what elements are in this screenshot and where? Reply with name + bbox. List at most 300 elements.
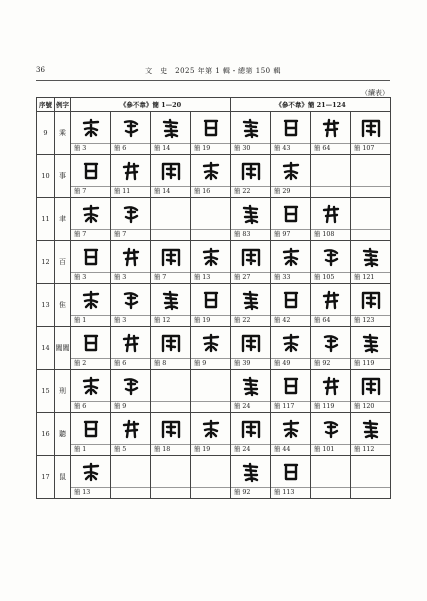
glyph-image-area	[231, 456, 270, 487]
example-character: 事	[55, 155, 71, 198]
glyph-cell	[111, 284, 151, 327]
seal-script-glyph-icon	[120, 117, 142, 139]
glyph-cell	[271, 155, 311, 198]
glyph-image-area	[111, 284, 150, 315]
glyph-cell	[151, 155, 191, 198]
seal-script-glyph-icon	[320, 332, 342, 354]
glyph-image-area	[271, 112, 310, 143]
slip-label: 簡 1	[71, 315, 110, 326]
seal-script-glyph-icon	[120, 289, 142, 311]
glyph-image-area	[231, 155, 270, 186]
glyph-cell	[111, 198, 151, 241]
seal-script-glyph-icon	[120, 332, 142, 354]
glyph-image-area	[71, 198, 110, 229]
slip-label: 簡 13	[71, 487, 110, 498]
seal-script-glyph-icon	[240, 160, 262, 182]
table-row	[37, 327, 391, 370]
glyph-cell	[351, 327, 391, 370]
glyph-cell	[111, 241, 151, 284]
seal-script-glyph-icon	[240, 203, 262, 225]
slip-label	[191, 401, 230, 412]
example-character: 鼠	[55, 456, 71, 499]
seal-script-glyph-icon	[280, 418, 302, 440]
glyph-cell	[191, 413, 231, 456]
seal-script-glyph-icon	[120, 375, 142, 397]
glyph-image-area	[151, 413, 190, 444]
table-row	[37, 370, 391, 413]
seal-script-glyph-icon	[240, 246, 262, 268]
example-character: 聿	[55, 198, 71, 241]
row-index: 11	[37, 198, 55, 241]
slip-label: 簡 9	[111, 401, 150, 412]
slip-label: 簡 123	[351, 315, 390, 326]
slip-label: 簡 83	[231, 229, 270, 240]
glyph-image-area	[311, 327, 350, 358]
glyph-image-area	[151, 112, 190, 143]
glyph-image-area	[351, 241, 390, 272]
glyph-cell	[151, 413, 191, 456]
glyph-cell	[351, 413, 391, 456]
glyph-image-area	[151, 155, 190, 186]
slip-label: 簡 6	[111, 143, 150, 154]
glyph-image-area	[271, 155, 310, 186]
seal-script-glyph-icon	[80, 160, 102, 182]
seal-script-glyph-icon	[240, 332, 262, 354]
glyph-cell	[231, 327, 271, 370]
glyph-image-area	[111, 155, 150, 186]
slip-label: 簡 19	[191, 315, 230, 326]
glyph-image-area	[191, 413, 230, 444]
slip-label: 簡 112	[351, 444, 390, 455]
glyph-cell	[111, 370, 151, 413]
glyph-image-area	[111, 112, 150, 143]
glyph-cell	[111, 155, 151, 198]
glyph-cell	[151, 456, 191, 499]
glyph-image-area	[71, 155, 110, 186]
glyph-cell	[311, 198, 351, 241]
glyph-cell	[71, 456, 111, 499]
glyph-image-area	[311, 370, 350, 401]
header-char: 例字	[55, 98, 71, 112]
slip-label: 簡 119	[311, 401, 350, 412]
glyph-cell	[311, 241, 351, 284]
glyph-cell	[111, 112, 151, 155]
seal-script-glyph-icon	[280, 246, 302, 268]
slip-label: 簡 92	[311, 358, 350, 369]
glyph-image-area	[271, 456, 310, 487]
glyph-cell	[151, 198, 191, 241]
glyph-cell	[271, 112, 311, 155]
glyph-image-area	[191, 370, 230, 401]
slip-label: 簡 39	[231, 358, 270, 369]
slip-label: 簡 27	[231, 272, 270, 283]
seal-script-glyph-icon	[160, 160, 182, 182]
glyph-image-area	[231, 284, 270, 315]
seal-script-glyph-icon	[240, 289, 262, 311]
slip-label: 簡 11	[111, 186, 150, 197]
slip-label: 簡 101	[311, 444, 350, 455]
glyph-cell	[231, 155, 271, 198]
slip-label: 簡 6	[71, 401, 110, 412]
slip-label	[151, 229, 190, 240]
table-row	[37, 284, 391, 327]
glyph-cell	[71, 284, 111, 327]
slip-label: 簡 19	[191, 444, 230, 455]
glyph-cell	[271, 241, 311, 284]
slip-label: 簡 12	[151, 315, 190, 326]
slip-label: 簡 121	[351, 272, 390, 283]
glyph-cell	[351, 284, 391, 327]
glyph-image-area	[311, 198, 350, 229]
slip-label	[311, 487, 350, 498]
slip-label	[311, 186, 350, 197]
glyph-image-area	[191, 284, 230, 315]
glyph-cell	[311, 284, 351, 327]
glyph-image-area	[111, 370, 150, 401]
glyph-image-area	[311, 155, 350, 186]
glyph-cell	[111, 456, 151, 499]
seal-script-glyph-icon	[360, 289, 382, 311]
glyph-image-area	[71, 327, 110, 358]
glyph-cell	[311, 413, 351, 456]
glyph-cell	[311, 456, 351, 499]
glyph-image-area	[271, 327, 310, 358]
row-index: 9	[37, 112, 55, 155]
glyph-cell	[271, 284, 311, 327]
glyph-cell	[271, 327, 311, 370]
row-index: 12	[37, 241, 55, 284]
glyph-image-area	[271, 284, 310, 315]
slip-label	[111, 487, 150, 498]
seal-script-glyph-icon	[80, 246, 102, 268]
seal-script-glyph-icon	[280, 332, 302, 354]
row-index: 13	[37, 284, 55, 327]
seal-script-glyph-icon	[160, 289, 182, 311]
slip-label: 簡 19	[191, 143, 230, 154]
glyph-image-area	[111, 198, 150, 229]
slip-label: 簡 108	[311, 229, 350, 240]
glyph-cell	[191, 112, 231, 155]
glyph-image-area	[191, 327, 230, 358]
table-row	[37, 456, 391, 499]
glyph-cell	[311, 327, 351, 370]
slip-label	[351, 487, 390, 498]
slip-label: 簡 92	[231, 487, 270, 498]
slip-label: 簡 3	[111, 315, 150, 326]
seal-script-glyph-icon	[200, 160, 222, 182]
slip-label	[191, 229, 230, 240]
seal-script-glyph-icon	[320, 375, 342, 397]
glyph-image-area	[271, 198, 310, 229]
table-row	[37, 155, 391, 198]
seal-script-glyph-icon	[80, 461, 102, 483]
example-character: 百	[55, 241, 71, 284]
slip-label: 簡 113	[271, 487, 310, 498]
slip-label: 簡 119	[351, 358, 390, 369]
slip-label: 簡 24	[231, 444, 270, 455]
example-character: 乘	[55, 112, 71, 155]
glyph-image-area	[351, 155, 390, 186]
seal-script-glyph-icon	[200, 117, 222, 139]
slip-label: 簡 3	[71, 143, 110, 154]
row-index: 17	[37, 456, 55, 499]
seal-script-glyph-icon	[360, 375, 382, 397]
slip-label: 簡 29	[271, 186, 310, 197]
glyph-cell	[351, 370, 391, 413]
seal-script-glyph-icon	[80, 289, 102, 311]
glyph-cell	[231, 112, 271, 155]
glyph-image-area	[191, 456, 230, 487]
glyph-image-area	[191, 241, 230, 272]
slip-label: 簡 8	[151, 358, 190, 369]
glyph-image-area	[271, 370, 310, 401]
glyph-image-area	[151, 456, 190, 487]
glyph-image-area	[351, 413, 390, 444]
seal-script-glyph-icon	[160, 117, 182, 139]
glyph-cell	[71, 198, 111, 241]
glyph-image-area	[71, 370, 110, 401]
glyph-cell	[151, 284, 191, 327]
glyph-cell	[151, 241, 191, 284]
seal-script-glyph-icon	[280, 160, 302, 182]
seal-script-glyph-icon	[200, 332, 222, 354]
glyph-cell	[191, 456, 231, 499]
slip-label: 簡 7	[151, 272, 190, 283]
slip-label	[151, 401, 190, 412]
seal-script-glyph-icon	[240, 461, 262, 483]
glyph-cell	[351, 456, 391, 499]
header-rule	[36, 80, 390, 81]
slip-label	[151, 487, 190, 498]
seal-script-glyph-icon	[280, 203, 302, 225]
running-header	[36, 66, 390, 80]
glyph-cell	[191, 241, 231, 284]
slip-label: 簡 3	[71, 272, 110, 283]
glyph-image-area	[71, 413, 110, 444]
glyph-cell	[271, 413, 311, 456]
glyph-image-area	[311, 284, 350, 315]
glyph-image-area	[311, 413, 350, 444]
glyph-image-area	[311, 112, 350, 143]
seal-script-glyph-icon	[280, 375, 302, 397]
slip-label: 簡 2	[71, 358, 110, 369]
seal-script-glyph-icon	[360, 246, 382, 268]
example-character: 刑	[55, 370, 71, 413]
seal-script-glyph-icon	[320, 117, 342, 139]
glyph-image-area	[271, 413, 310, 444]
slip-label: 簡 49	[271, 358, 310, 369]
glyph-cell	[191, 370, 231, 413]
slip-label: 簡 7	[111, 229, 150, 240]
slip-label: 簡 5	[111, 444, 150, 455]
glyph-image-area	[151, 284, 190, 315]
glyph-image-area	[111, 241, 150, 272]
slip-label: 簡 107	[351, 143, 390, 154]
seal-script-glyph-icon	[200, 289, 222, 311]
glyph-comparison-table	[36, 97, 391, 499]
seal-script-glyph-icon	[200, 418, 222, 440]
seal-script-glyph-icon	[360, 117, 382, 139]
slip-label: 簡 64	[311, 143, 350, 154]
glyph-cell	[71, 112, 111, 155]
slip-label: 簡 44	[271, 444, 310, 455]
glyph-image-area	[71, 112, 110, 143]
glyph-cell	[111, 327, 151, 370]
example-character: 隹	[55, 284, 71, 327]
glyph-cell	[231, 370, 271, 413]
glyph-cell	[71, 370, 111, 413]
glyph-cell	[231, 198, 271, 241]
glyph-image-area	[231, 198, 270, 229]
glyph-cell	[151, 370, 191, 413]
table-row	[37, 112, 391, 155]
slip-label: 簡 3	[111, 272, 150, 283]
glyph-cell	[231, 413, 271, 456]
slip-label	[191, 487, 230, 498]
slip-label: 簡 33	[271, 272, 310, 283]
row-index: 16	[37, 413, 55, 456]
glyph-image-area	[231, 370, 270, 401]
seal-script-glyph-icon	[280, 461, 302, 483]
slip-label: 簡 117	[271, 401, 310, 412]
glyph-image-area	[351, 327, 390, 358]
slip-label: 簡 16	[191, 186, 230, 197]
seal-script-glyph-icon	[160, 418, 182, 440]
glyph-image-area	[151, 327, 190, 358]
seal-script-glyph-icon	[160, 332, 182, 354]
glyph-cell	[191, 327, 231, 370]
glyph-cell	[351, 198, 391, 241]
seal-script-glyph-icon	[80, 375, 102, 397]
glyph-image-area	[351, 456, 390, 487]
seal-script-glyph-icon	[120, 203, 142, 225]
glyph-image-area	[271, 241, 310, 272]
glyph-image-area	[111, 413, 150, 444]
seal-script-glyph-icon	[280, 289, 302, 311]
glyph-cell	[71, 241, 111, 284]
slip-label: 簡 1	[71, 444, 110, 455]
seal-script-glyph-icon	[240, 418, 262, 440]
header-index: 序號	[37, 98, 55, 112]
page-number: 36	[36, 66, 45, 74]
glyph-image-area	[111, 327, 150, 358]
slip-label: 簡 105	[311, 272, 350, 283]
glyph-cell	[271, 456, 311, 499]
slip-label: 簡 42	[271, 315, 310, 326]
glyph-cell	[351, 155, 391, 198]
seal-script-glyph-icon	[320, 418, 342, 440]
seal-script-glyph-icon	[240, 375, 262, 397]
slip-label: 簡 22	[231, 186, 270, 197]
slip-label: 簡 9	[191, 358, 230, 369]
glyph-cell	[311, 370, 351, 413]
glyph-image-area	[231, 241, 270, 272]
glyph-cell	[271, 370, 311, 413]
slip-label: 簡 6	[111, 358, 150, 369]
seal-script-glyph-icon	[360, 418, 382, 440]
header-group-1: 《參不韋》簡 1—20	[71, 98, 231, 112]
glyph-cell	[271, 198, 311, 241]
glyph-image-area	[351, 284, 390, 315]
slip-label	[351, 229, 390, 240]
glyph-image-area	[311, 456, 350, 487]
slip-label: 簡 22	[231, 315, 270, 326]
row-index: 10	[37, 155, 55, 198]
slip-label: 簡 7	[71, 186, 110, 197]
slip-label: 簡 18	[151, 444, 190, 455]
seal-script-glyph-icon	[200, 246, 222, 268]
seal-script-glyph-icon	[240, 117, 262, 139]
journal-title: 文 史 2025 年第 1 輯・總第 150 輯	[145, 67, 281, 75]
seal-script-glyph-icon	[80, 418, 102, 440]
table-header-row	[37, 98, 391, 112]
glyph-cell	[111, 413, 151, 456]
glyph-image-area	[191, 155, 230, 186]
glyph-cell	[191, 284, 231, 327]
glyph-image-area	[191, 198, 230, 229]
glyph-image-area	[351, 198, 390, 229]
row-index: 15	[37, 370, 55, 413]
slip-label: 簡 30	[231, 143, 270, 154]
glyph-image-area	[231, 327, 270, 358]
continued-label: （續表）	[361, 89, 389, 97]
seal-script-glyph-icon	[120, 160, 142, 182]
glyph-image-area	[151, 198, 190, 229]
slip-label: 簡 64	[311, 315, 350, 326]
header-group-2: 《參不韋》簡 21—124	[231, 98, 391, 112]
seal-script-glyph-icon	[120, 246, 142, 268]
table-row	[37, 241, 391, 284]
slip-label: 簡 14	[151, 186, 190, 197]
glyph-cell	[231, 241, 271, 284]
seal-script-glyph-icon	[280, 117, 302, 139]
glyph-cell	[71, 155, 111, 198]
glyph-cell	[151, 327, 191, 370]
glyph-cell	[231, 284, 271, 327]
seal-script-glyph-icon	[80, 332, 102, 354]
row-index: 14	[37, 327, 55, 370]
slip-label: 簡 120	[351, 401, 390, 412]
slip-label: 簡 13	[191, 272, 230, 283]
seal-script-glyph-icon	[80, 203, 102, 225]
glyph-image-area	[71, 456, 110, 487]
table-row	[37, 198, 391, 241]
example-character: 闔闔	[55, 327, 71, 370]
glyph-cell	[231, 456, 271, 499]
seal-script-glyph-icon	[320, 289, 342, 311]
glyph-cell	[311, 112, 351, 155]
glyph-image-area	[151, 370, 190, 401]
slip-label: 簡 14	[151, 143, 190, 154]
glyph-image-area	[311, 241, 350, 272]
glyph-cell	[311, 155, 351, 198]
glyph-image-area	[71, 284, 110, 315]
glyph-image-area	[231, 413, 270, 444]
slip-label: 簡 7	[71, 229, 110, 240]
glyph-cell	[71, 327, 111, 370]
seal-script-glyph-icon	[80, 117, 102, 139]
seal-script-glyph-icon	[320, 246, 342, 268]
example-character: 聽	[55, 413, 71, 456]
slip-label: 簡 43	[271, 143, 310, 154]
slip-label: 簡 97	[271, 229, 310, 240]
seal-script-glyph-icon	[320, 203, 342, 225]
glyph-image-area	[151, 241, 190, 272]
seal-script-glyph-icon	[360, 332, 382, 354]
glyph-cell	[191, 198, 231, 241]
glyph-cell	[351, 112, 391, 155]
table-row	[37, 413, 391, 456]
